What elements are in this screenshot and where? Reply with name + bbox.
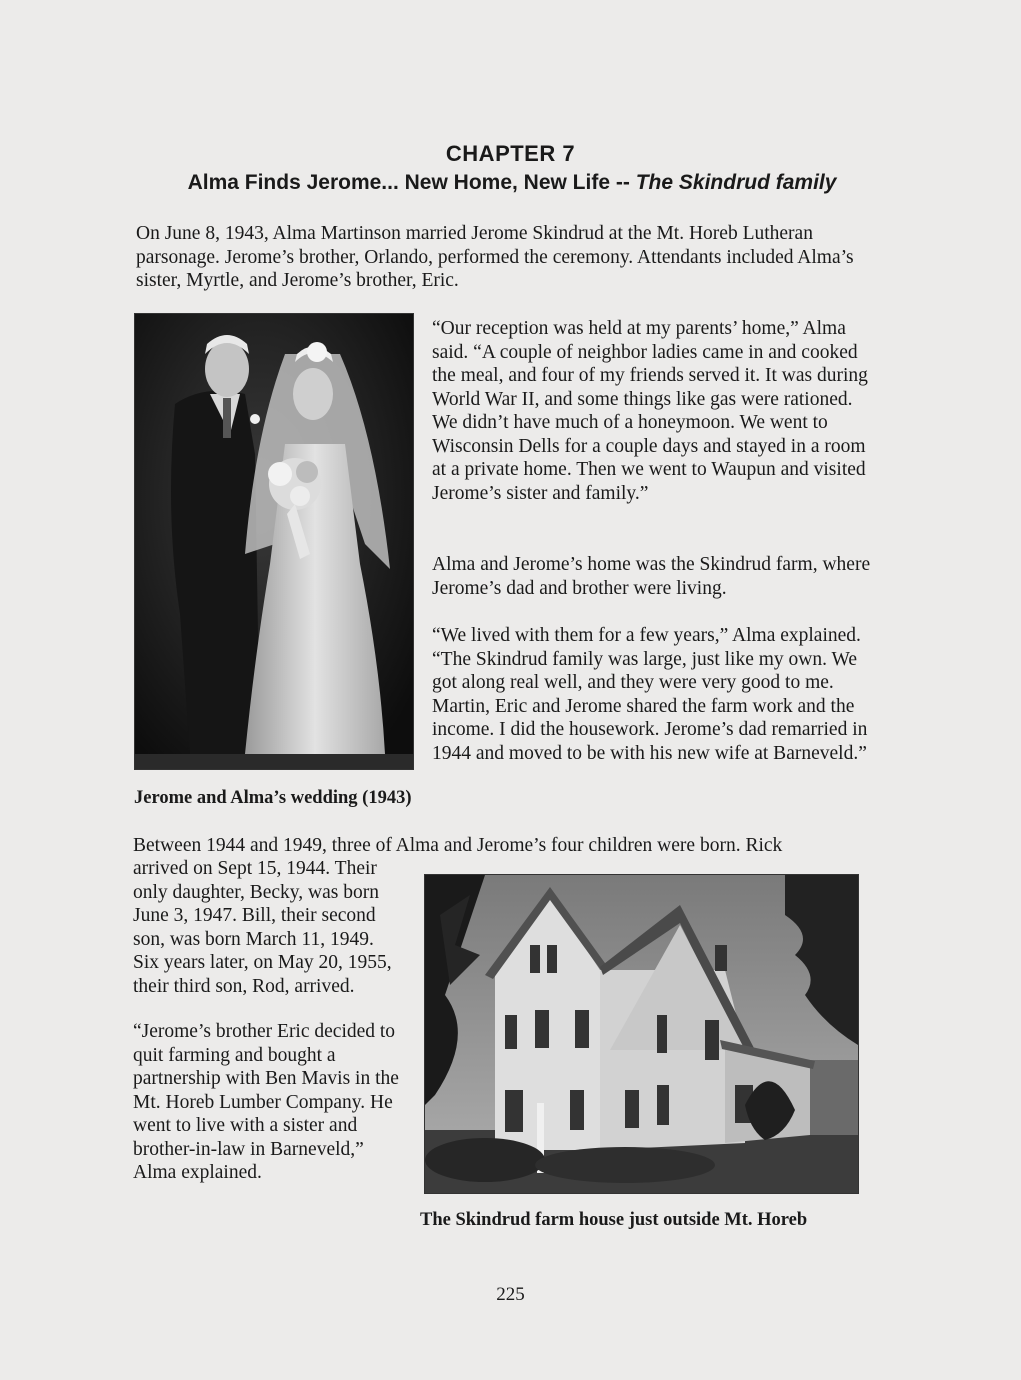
home-paragraph: Alma and Jerome’s home was the Skindrud farm, where Jerome’s dad and brother were living. [432,554,871,599]
page-number: 225 [496,1284,525,1305]
chapter-heading: CHAPTER 7 [445,141,576,166]
intro-paragraph: On June 8, 1943, Alma Martinson married Jerome Skindrud at the Mt. Horeb Lutheran parsonage. Jerome’s brother, Orlando, performed the ceremony. Attendants included Alma’s sister, Myrtle, and Jerome’s brother, Eric. [136,223,854,291]
subtitle-italic: The Skindrud family [635,171,837,194]
wedding-photo [134,313,414,770]
children-paragraph-first-line: Between 1944 and 1949, three of Alma and Jerome’s four children were born. Rick [133,835,783,856]
reception-paragraph: “Our reception was held at my parents’ home,” Alma said. “A couple of neighbor ladies came in and cooked the meal, and four of my friends served it. It was during World War II, and some things like gas were rationed. We didn’t have much of a honeymoon. We went to Wisconsin Dells for a couple days and stayed in a room at a private home. Then we went to Waupun and visited Jerome’s sister and family.” [432,318,868,504]
lived-paragraph: “We lived with them for a few years,” Alma explained. “The Skindrud family was large, just like my own. We got along real well, and they were very good to me. Martin, Eric and Jerome shared the farm work and the income. I did the housework. Jerome’s dad remarried in 1944 and moved to be with his new wife at Barneveld.” [432,625,868,764]
wedding-caption: Jerome and Alma’s wedding (1943) [134,788,412,808]
children-paragraph: arrived on Sept 15, 1944. Their only daughter, Becky, was born June 3, 1947. Bill, their second son, was born March 11, 1949. Six years later, on May 20, 1955, their third son, Rod, arrived. [133,858,392,997]
subtitle-main: Alma Finds Jerome... New Home, New Life [187,171,611,194]
subtitle-separator: -- [615,171,630,194]
farmhouse-photo [424,874,859,1194]
chapter-subtitle [137,171,887,195]
farmhouse-caption: The Skindrud farm house just outside Mt. Horeb [420,1210,808,1230]
eric-paragraph: “Jerome’s brother Eric decided to quit farming and bought a partnership with Ben Mavis in the Mt. Horeb Lumber Company. He went to live with a sister and brother-in-law in Barneveld,” Alma explained. [133,1021,399,1183]
